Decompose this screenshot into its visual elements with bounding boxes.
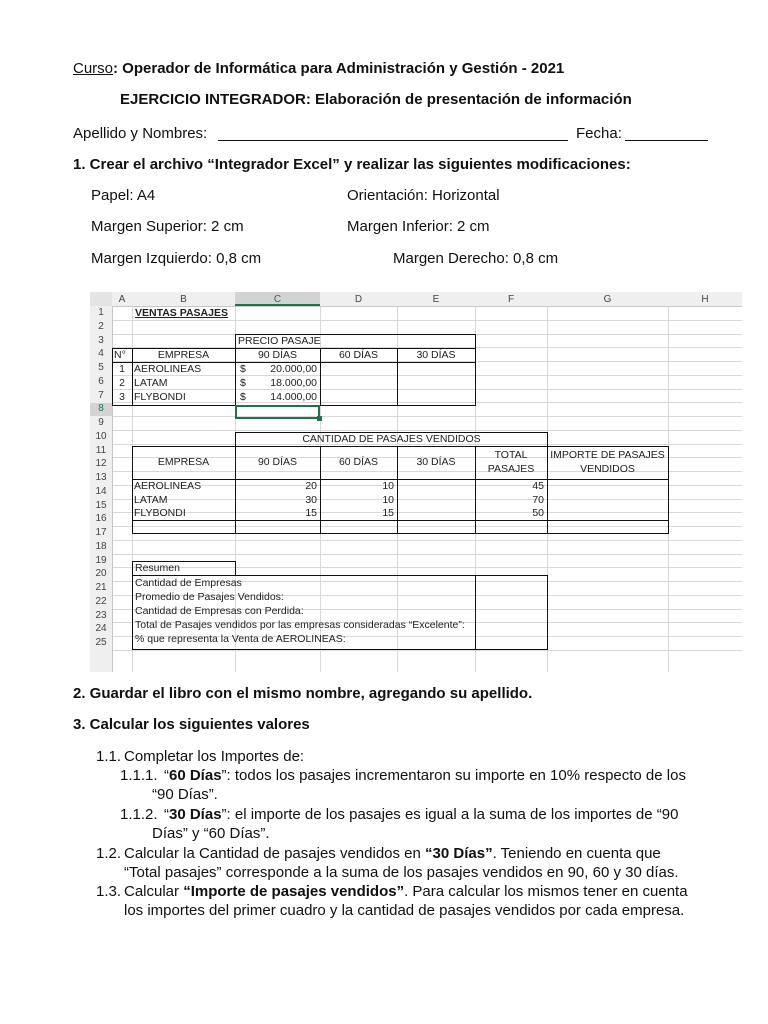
papel: Papel: A4 xyxy=(91,187,156,204)
row-header[interactable]: 12 xyxy=(95,458,107,469)
name-label: Apellido y Nombres: xyxy=(73,125,208,142)
step3-title: 3. Calcular los siguientes valores xyxy=(73,716,310,733)
p30-header: 30 DÍAS xyxy=(416,349,456,361)
cantidad-row-60: 15 xyxy=(382,507,394,519)
row-header[interactable]: 13 xyxy=(95,472,107,483)
cantidad-row-total: 45 xyxy=(532,480,544,492)
margen-superior: Margen Superior: 2 cm xyxy=(91,218,244,235)
cantidad-row-60: 10 xyxy=(382,480,394,492)
row-header[interactable]: 5 xyxy=(98,362,104,373)
row-header[interactable]: 3 xyxy=(98,335,104,346)
row-header[interactable]: 4 xyxy=(98,348,104,359)
cantidad-30-header: 30 DÍAS xyxy=(416,456,456,468)
row-header[interactable]: 22 xyxy=(95,596,107,607)
precio-row-n: 2 xyxy=(119,377,125,389)
item-1-1-number: 1.1. xyxy=(96,748,122,765)
cantidad-row-60: 10 xyxy=(382,494,394,506)
precio-row-currency: $ xyxy=(240,363,246,375)
cantidad-60-header: 60 DÍAS xyxy=(338,456,379,468)
grid-row-line xyxy=(90,540,742,541)
item-1-1-1-rest: ”: todos los pasajes incrementaron su importe en 10% respecto de los xyxy=(221,767,686,784)
grid-row-line xyxy=(90,554,742,555)
item-1-2-line2: “Total pasajes” corresponde a la suma de los pasajes vendidos en 90, 60 y 30 días. xyxy=(124,864,679,881)
item-1-1-1-line1 xyxy=(164,766,686,785)
row-header[interactable]: 11 xyxy=(95,445,107,456)
row-header[interactable]: 2 xyxy=(98,321,104,332)
importe-header-line1: IMPORTE DE PASAJES xyxy=(550,449,665,461)
cantidad-header-line xyxy=(132,479,669,480)
cantidad-row-empresa: FLYBONDI xyxy=(134,507,186,519)
p90-header: 90 DÍAS xyxy=(257,349,298,361)
p60-header: 60 DÍAS xyxy=(338,349,379,361)
col-header-g[interactable]: G xyxy=(547,294,668,305)
item-1-1-1-number: 1.1.1. xyxy=(120,767,158,784)
item-1-1-2-line1 xyxy=(164,805,678,824)
item-1-3-line2: los importes del primer cuadro y la cantidad de pasajes vendidos por cada empresa. xyxy=(124,902,685,919)
importe-header-line2: VENDIDOS xyxy=(580,463,635,475)
resumen-value-col-line xyxy=(475,575,476,650)
course-line xyxy=(73,60,564,77)
col-header-e[interactable]: E xyxy=(397,294,475,305)
row-header[interactable]: 20 xyxy=(95,568,107,579)
cantidad-header: CANTIDAD DE PASAJES VENDIDOS xyxy=(302,433,481,445)
precio-row-90: 18.000,00 xyxy=(270,377,317,389)
grid-row-line xyxy=(90,320,742,321)
cantidad-90-header: 90 DÍAS xyxy=(257,456,298,468)
resumen-item: % que representa la Venta de AEROLINEAS: xyxy=(135,633,346,645)
row-header[interactable]: 19 xyxy=(95,555,107,566)
row-header[interactable]: 24 xyxy=(95,623,107,634)
margen-inferior: Margen Inferior: 2 cm xyxy=(347,218,490,235)
item-1-1-1-bold: 60 Días xyxy=(169,767,222,784)
item-1-1-text: Completar los Importes de: xyxy=(124,748,305,765)
fill-handle[interactable] xyxy=(317,416,322,421)
resumen-item: Promedio de Pasajes Vendidos: xyxy=(135,591,284,603)
precio-row-empresa: LATAM xyxy=(134,377,168,389)
cantidad-row-90: 15 xyxy=(305,507,317,519)
item-1-3-line1 xyxy=(124,882,688,901)
step1-title: 1. Crear el archivo “Integrador Excel” y realizar las siguientes modificaciones: xyxy=(73,156,631,173)
item-1-2-number: 1.2. xyxy=(96,845,122,862)
precio-row-currency: $ xyxy=(240,377,246,389)
resumen-header: Resumen xyxy=(135,562,180,574)
spreadsheet xyxy=(90,292,742,672)
row-header[interactable]: 15 xyxy=(95,500,107,511)
empresa-header: EMPRESA xyxy=(157,349,210,361)
item-1-1-2-quote: “ xyxy=(164,806,169,823)
cantidad-row-empresa: LATAM xyxy=(134,494,168,506)
precio-row-n: 1 xyxy=(119,363,125,375)
row-header[interactable]: 9 xyxy=(98,417,104,428)
row-header[interactable]: 25 xyxy=(95,637,107,648)
resumen-item: Total de Pasajes vendidos por las empresas consideradas “Excelente”: xyxy=(135,619,465,631)
course-label: Curso xyxy=(73,60,114,77)
col-header-h[interactable]: H xyxy=(668,294,742,305)
item-1-1-2-number: 1.1.2. xyxy=(120,806,158,823)
cantidad-row-total: 70 xyxy=(532,494,544,506)
n-header: N° xyxy=(114,349,126,361)
course-title: Operador de Informática para Administración y Gestión - 2021 xyxy=(118,60,565,77)
sheet-title: VENTAS PASAJES xyxy=(135,307,228,319)
row-header[interactable]: 16 xyxy=(95,513,107,524)
item-1-1-2-bold: 30 Días xyxy=(169,806,222,823)
col-header-d[interactable]: D xyxy=(320,294,397,305)
item-1-3-number: 1.3. xyxy=(96,883,122,900)
precio-row-currency: $ xyxy=(240,391,246,403)
date-label: Fecha: xyxy=(576,125,622,142)
row-header[interactable]: 10 xyxy=(95,431,107,442)
name-blank-line xyxy=(218,140,568,141)
item-1-3-a: Calcular xyxy=(124,883,184,900)
item-1-2-b: . Teniendo en cuenta que xyxy=(492,845,661,862)
precio-row-empresa: FLYBONDI xyxy=(134,391,186,403)
step2-title: 2. Guardar el libro con el mismo nombre, agregando su apellido. xyxy=(73,685,533,702)
course-colon: : xyxy=(113,60,119,77)
cantidad-row-90: 30 xyxy=(305,494,317,506)
exercise-title: EJERCICIO INTEGRADOR: Elaboración de presentación de información xyxy=(120,91,632,108)
margen-derecho: Margen Derecho: 0,8 cm xyxy=(393,250,559,267)
resumen-item: Cantidad de Empresas con Perdida: xyxy=(135,605,304,617)
col-header-b[interactable]: B xyxy=(132,294,235,305)
col-header-a[interactable]: A xyxy=(112,294,132,305)
row-header[interactable]: 14 xyxy=(95,486,107,497)
item-1-1-1-line2: “90 Días”. xyxy=(152,786,218,803)
col-header-c[interactable]: C xyxy=(235,292,320,306)
cantidad-total-line xyxy=(132,520,669,521)
active-cell[interactable] xyxy=(235,405,320,419)
row-header[interactable]: 18 xyxy=(95,541,107,552)
cantidad-row-empresa: AEROLINEAS xyxy=(134,480,202,492)
row-header[interactable]: 17 xyxy=(95,527,107,538)
precio-row-empresa: AEROLINEAS xyxy=(134,363,202,375)
total-header-line2: PASAJES xyxy=(487,463,535,475)
precio-row-90: 14.000,00 xyxy=(270,391,317,403)
cantidad-row-90: 20 xyxy=(305,480,317,492)
grid-row-line xyxy=(90,416,742,417)
orientacion: Orientación: Horizontal xyxy=(347,187,500,204)
grid-row-line xyxy=(90,650,742,651)
precio-row-n: 3 xyxy=(119,391,125,403)
item-1-1-2-line2: Días” y “60 Días”. xyxy=(152,825,270,842)
date-blank-line xyxy=(625,140,708,141)
item-1-3-b: . Para calcular los mismos tener en cuenta xyxy=(404,883,688,900)
cantidad-empresa-header: EMPRESA xyxy=(157,456,210,468)
item-1-2-a: Calcular la Cantidad de pasajes vendidos en xyxy=(124,845,426,862)
margen-izquierdo: Margen Izquierdo: 0,8 cm xyxy=(91,250,262,267)
cantidad-row-total: 50 xyxy=(532,507,544,519)
row-header[interactable]: 21 xyxy=(95,582,107,593)
resumen-item: Cantidad de Empresas xyxy=(135,577,242,589)
total-header-line1: TOTAL xyxy=(494,449,528,461)
row-header[interactable]: 7 xyxy=(98,390,104,401)
item-1-2-bold: “30 Días” xyxy=(425,845,493,862)
select-all-corner[interactable] xyxy=(90,292,112,306)
row-header[interactable]: 1 xyxy=(98,307,104,318)
col-header-f[interactable]: F xyxy=(475,294,547,305)
precio-header: PRECIO PASAJE xyxy=(238,335,321,347)
precio-row-90: 20.000,00 xyxy=(270,363,317,375)
item-1-1-1-quote: “ xyxy=(164,767,169,784)
item-1-1-2-rest: ”: el importe de los pasajes es igual a la suma de los importes de “90 xyxy=(221,806,679,823)
grid-row-line xyxy=(90,430,742,431)
item-1-2-line1 xyxy=(124,844,661,863)
row-header[interactable]: 8 xyxy=(90,403,112,416)
item-1-3-bold: “Importe de pasajes vendidos” xyxy=(183,883,405,900)
row-header[interactable]: 23 xyxy=(95,610,107,621)
row-header[interactable]: 6 xyxy=(98,376,104,387)
